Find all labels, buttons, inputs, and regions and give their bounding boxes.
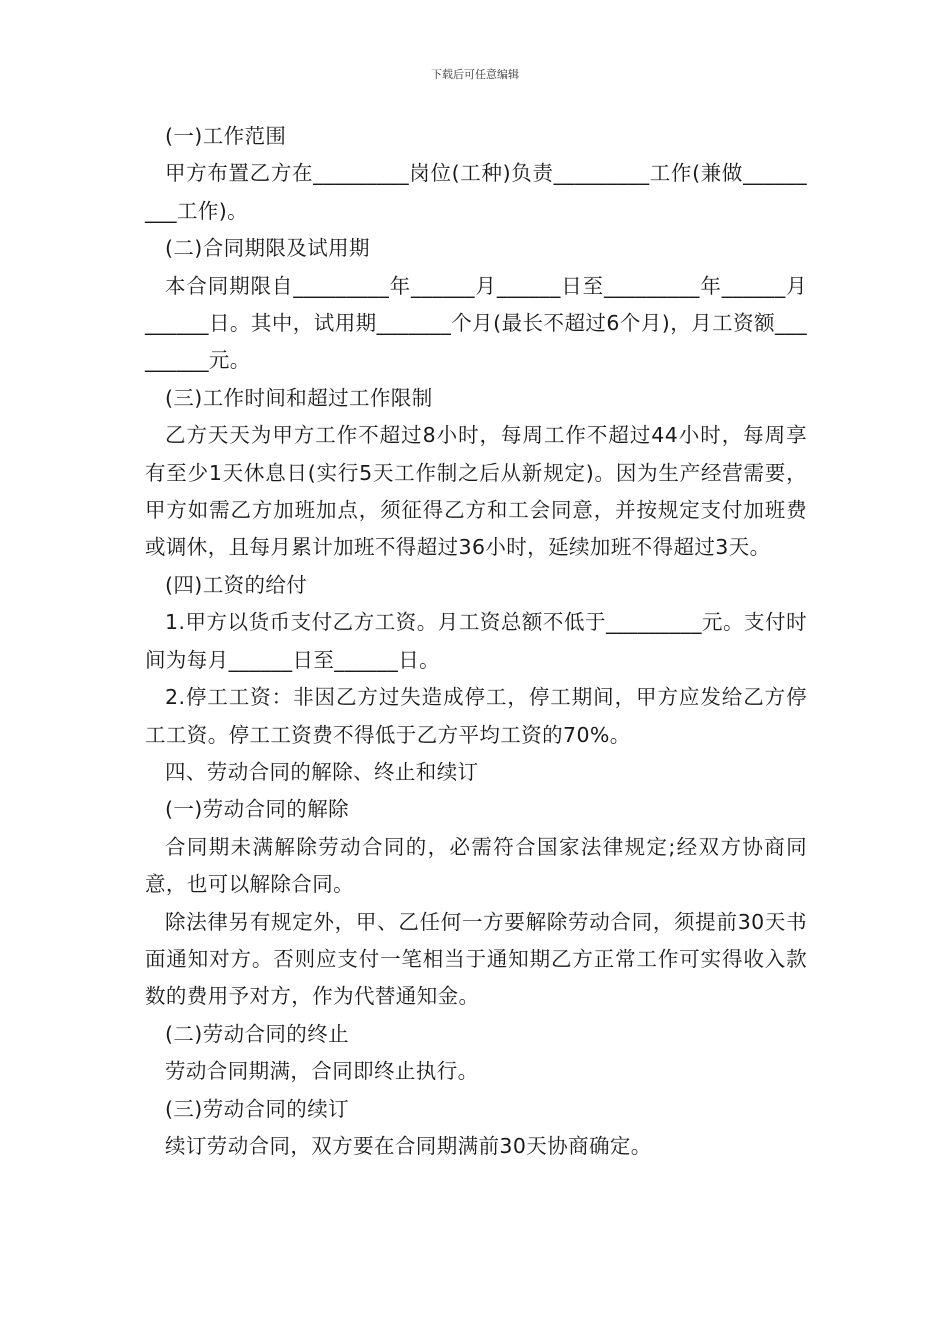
section-heading-dissolution: (一)劳动合同的解除 [165,797,349,822]
paragraph-working-hours: 乙方天天为甲方工作不超过8小时，每周工作不超过44小时，每周享有至少1天休息日(实行5天工作制之后从新规定)。因为生产经营需要，甲方如需乙方加班加点，须征得乙方和工会同意，并按规定支付加班费或调休，且每月累计加班不得超过36小时，延续加班不得超过3天。 [145,423,807,560]
paragraph-renewal: 续订劳动合同，双方要在合同期满前30天协商确定。 [165,1133,652,1158]
section-heading-work-scope: (一)工作范围 [165,124,287,148]
paragraph-contract-term: 本合同期限自_________年______月______日至_________年______月______日。其中，试用期_______个月(最长不超过6个月)，月工资额_________元。 [145,273,807,373]
page-header: 下载后可任意编辑 [431,68,519,81]
section-heading-wage-payment: (四)工资的给付 [165,572,308,597]
paragraph-dissolution-1: 合同期未满解除劳动合同的，必需符合国家法律规定;经双方协商同意，也可以解除合同。 [145,834,807,897]
section-heading-termination: (二)劳动合同的终止 [165,1021,349,1046]
section-heading-renewal: (三)劳动合同的续订 [165,1096,349,1121]
paragraph-wage-item-1: 1.甲方以货币支付乙方工资。月工资总额不低于_________元。支付时间为每月______日至______日。 [145,610,807,672]
chapter-heading-termination-renewal: 四、劳动合同的解除、终止和续订 [165,759,479,784]
section-heading-contract-term: (二)合同期限及试用期 [165,236,370,261]
paragraph-termination: 劳动合同期满，合同即终止执行。 [165,1059,479,1084]
section-heading-working-hours: (三)工作时间和超过工作限制 [165,385,433,410]
paragraph-wage-item-2: 2.停工工资：非因乙方过失造成停工，停工期间，甲方应发给乙方停工工资。停工工资费不得低于乙方平均工资的70%。 [145,685,807,747]
paragraph-dissolution-2: 除法律另有规定外，甲、乙任何一方要解除劳动合同，须提前30天书面通知对方。否则应支付一笔相当于通知期乙方正常工作可实得收入款数的费用予对方，作为代替通知金。 [145,909,807,1009]
paragraph-work-assignment: 甲方布置乙方在_________岗位(工种)负责_________工作(兼做_________工作)。 [145,161,807,223]
document-body [145,118,807,1165]
